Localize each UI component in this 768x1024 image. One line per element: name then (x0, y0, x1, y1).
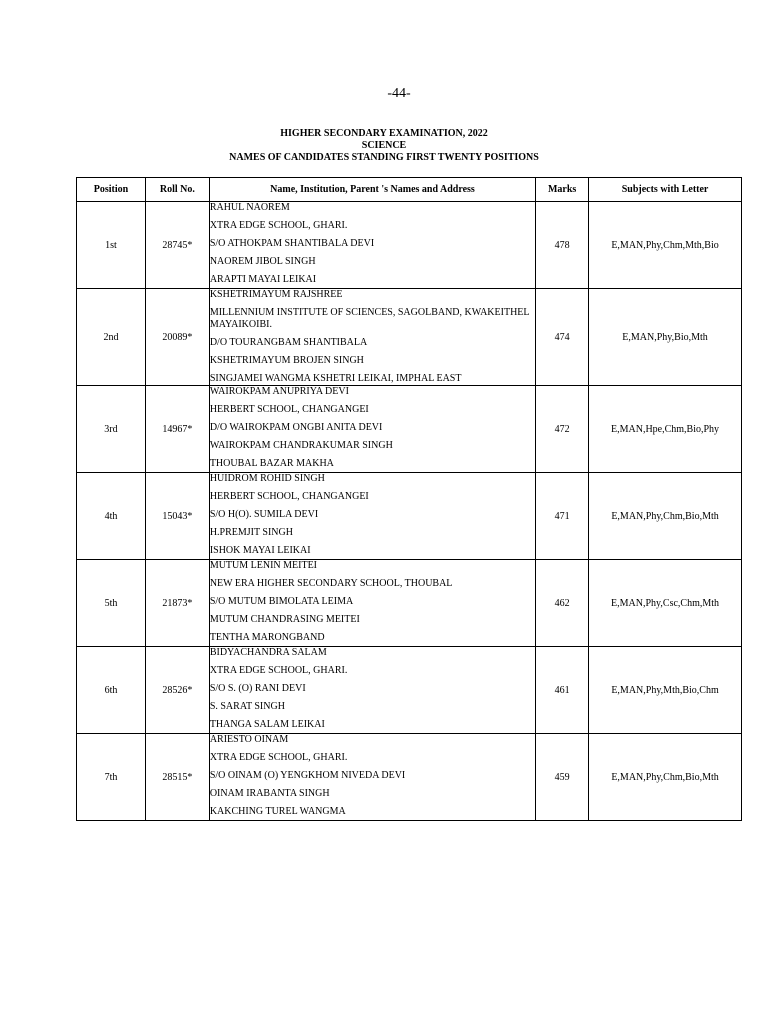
institution: XTRA EDGE SCHOOL, GHARI. (209, 665, 348, 676)
cell-subjects: E,MAN,Phy,Csc,Chm,Mth (589, 560, 742, 647)
header-position: Position (77, 178, 146, 202)
parent-mother: S/O ATHOKPAM SHANTIBALA DEVI (209, 238, 375, 249)
cell-subjects: E,MAN,Phy,Chm,Bio,Mth (589, 473, 742, 560)
address: TENTHA MARONGBAND (209, 632, 325, 643)
cell-roll-no: 15043* (145, 473, 209, 560)
cell-roll-no: 20089* (145, 289, 209, 386)
address: KAKCHING TUREL WANGMA (209, 806, 346, 817)
parent-father: S. SARAT SINGH (209, 701, 285, 712)
cell-name-details (209, 202, 535, 289)
cell-roll-no: 14967* (145, 386, 209, 473)
candidate-name: MUTUM LENIN MEITEI (209, 560, 318, 571)
cell-marks: 471 (536, 473, 589, 560)
cell-name-details (209, 647, 535, 734)
institution: MILLENNIUM INSTITUTE OF SCIENCES, SAGOLBAND, KWAKEITHEL MAYAIKOIBI. (209, 307, 530, 330)
parent-mother: S/O S. (O) RANI DEVI (209, 683, 306, 694)
address: SINGJAMEI WANGMA KSHETRI LEIKAI, IMPHAL EAST (209, 373, 462, 384)
parent-mother: S/O H(O). SUMILA DEVI (209, 509, 319, 520)
parent-mother: S/O OINAM (O) YENGKHOM NIVEDA DEVI (209, 770, 406, 781)
parent-father: NAOREM JIBOL SINGH (209, 256, 316, 267)
institution: NEW ERA HIGHER SECONDARY SCHOOL, THOUBAL (209, 578, 453, 589)
cell-name-details (209, 734, 535, 821)
cell-marks: 462 (536, 560, 589, 647)
institution: HERBERT SCHOOL, CHANGANGEI (209, 491, 369, 502)
cell-position: 1st (77, 202, 146, 289)
exam-title: HIGHER SECONDARY EXAMINATION, 2022 (280, 128, 488, 139)
cell-marks: 461 (536, 647, 589, 734)
parent-father: OINAM IRABANTA SINGH (209, 788, 330, 799)
parent-father: WAIROKPAM CHANDRAKUMAR SINGH (209, 440, 393, 451)
candidate-name: RAHUL NAOREM (209, 202, 290, 213)
cell-marks: 478 (536, 202, 589, 289)
stream-title: SCIENCE (361, 140, 407, 151)
cell-roll-no: 28526* (145, 647, 209, 734)
cell-name-details (209, 386, 535, 473)
parent-father: KSHETRIMAYUM BROJEN SINGH (209, 355, 364, 366)
parent-father: MUTUM CHANDRASING MEITEI (209, 614, 360, 625)
institution: XTRA EDGE SCHOOL, GHARI. (209, 220, 348, 231)
address: ISHOK MAYAI LEIKAI (209, 545, 311, 556)
candidate-name: WAIROKPAM ANUPRIYA DEVI (209, 386, 349, 397)
institution: HERBERT SCHOOL, CHANGANGEI (209, 404, 369, 415)
table-row (77, 202, 742, 289)
table-row (77, 734, 742, 821)
header-roll-no: Roll No. (145, 178, 209, 202)
cell-position: 6th (77, 647, 146, 734)
page-number: -44- (387, 86, 411, 101)
cell-position: 5th (77, 560, 146, 647)
header-name-details: Name, Institution, Parent 's Names and Address (209, 178, 535, 202)
cell-name-details (209, 473, 535, 560)
list-title: NAMES OF CANDIDATES STANDING FIRST TWENTY POSITIONS (229, 152, 539, 163)
candidate-name: BIDYACHANDRA SALAM (209, 647, 327, 658)
results-table (76, 177, 742, 821)
candidate-name: KSHETRIMAYUM RAJSHREE (209, 289, 343, 300)
table-row (77, 560, 742, 647)
cell-subjects: E,MAN,Phy,Chm,Bio,Mth (589, 734, 742, 821)
cell-position: 7th (77, 734, 146, 821)
cell-position: 4th (77, 473, 146, 560)
cell-name-details (209, 560, 535, 647)
cell-roll-no: 28515* (145, 734, 209, 821)
cell-subjects: E,MAN,Phy,Mth,Bio,Chm (589, 647, 742, 734)
cell-position: 2nd (77, 289, 146, 386)
cell-marks: 474 (536, 289, 589, 386)
cell-name-details (209, 289, 535, 386)
table-row (77, 473, 742, 560)
cell-roll-no: 28745* (145, 202, 209, 289)
cell-marks: 459 (536, 734, 589, 821)
parent-father: H.PREMJIT SINGH (209, 527, 293, 538)
address: ARAPTI MAYAI LEIKAI (209, 274, 317, 285)
parent-mother: S/O MUTUM BIMOLATA LEIMA (209, 596, 354, 607)
address: THOUBAL BAZAR MAKHA (209, 458, 334, 469)
document-heading (0, 128, 768, 164)
cell-position: 3rd (77, 386, 146, 473)
header-subjects: Subjects with Letter (589, 178, 742, 202)
cell-subjects: E,MAN,Phy,Chm,Mth,Bio (589, 202, 742, 289)
cell-subjects: E,MAN,Hpe,Chm,Bio,Phy (589, 386, 742, 473)
cell-marks: 472 (536, 386, 589, 473)
institution: XTRA EDGE SCHOOL, GHARI. (209, 752, 348, 763)
candidate-name: ARIESTO OINAM (209, 734, 289, 745)
candidate-name: HUIDROM ROHID SINGH (209, 473, 325, 484)
cell-subjects: E,MAN,Phy,Bio,Mth (589, 289, 742, 386)
table-row (77, 386, 742, 473)
table-row (77, 289, 742, 386)
table-header-row (77, 178, 742, 202)
table-row (77, 647, 742, 734)
parent-mother: D/O TOURANGBAM SHANTIBALA (209, 337, 368, 348)
header-marks: Marks (536, 178, 589, 202)
address: THANGA SALAM LEIKAI (209, 719, 325, 730)
parent-mother: D/O WAIROKPAM ONGBI ANITA DEVI (209, 422, 383, 433)
cell-roll-no: 21873* (145, 560, 209, 647)
